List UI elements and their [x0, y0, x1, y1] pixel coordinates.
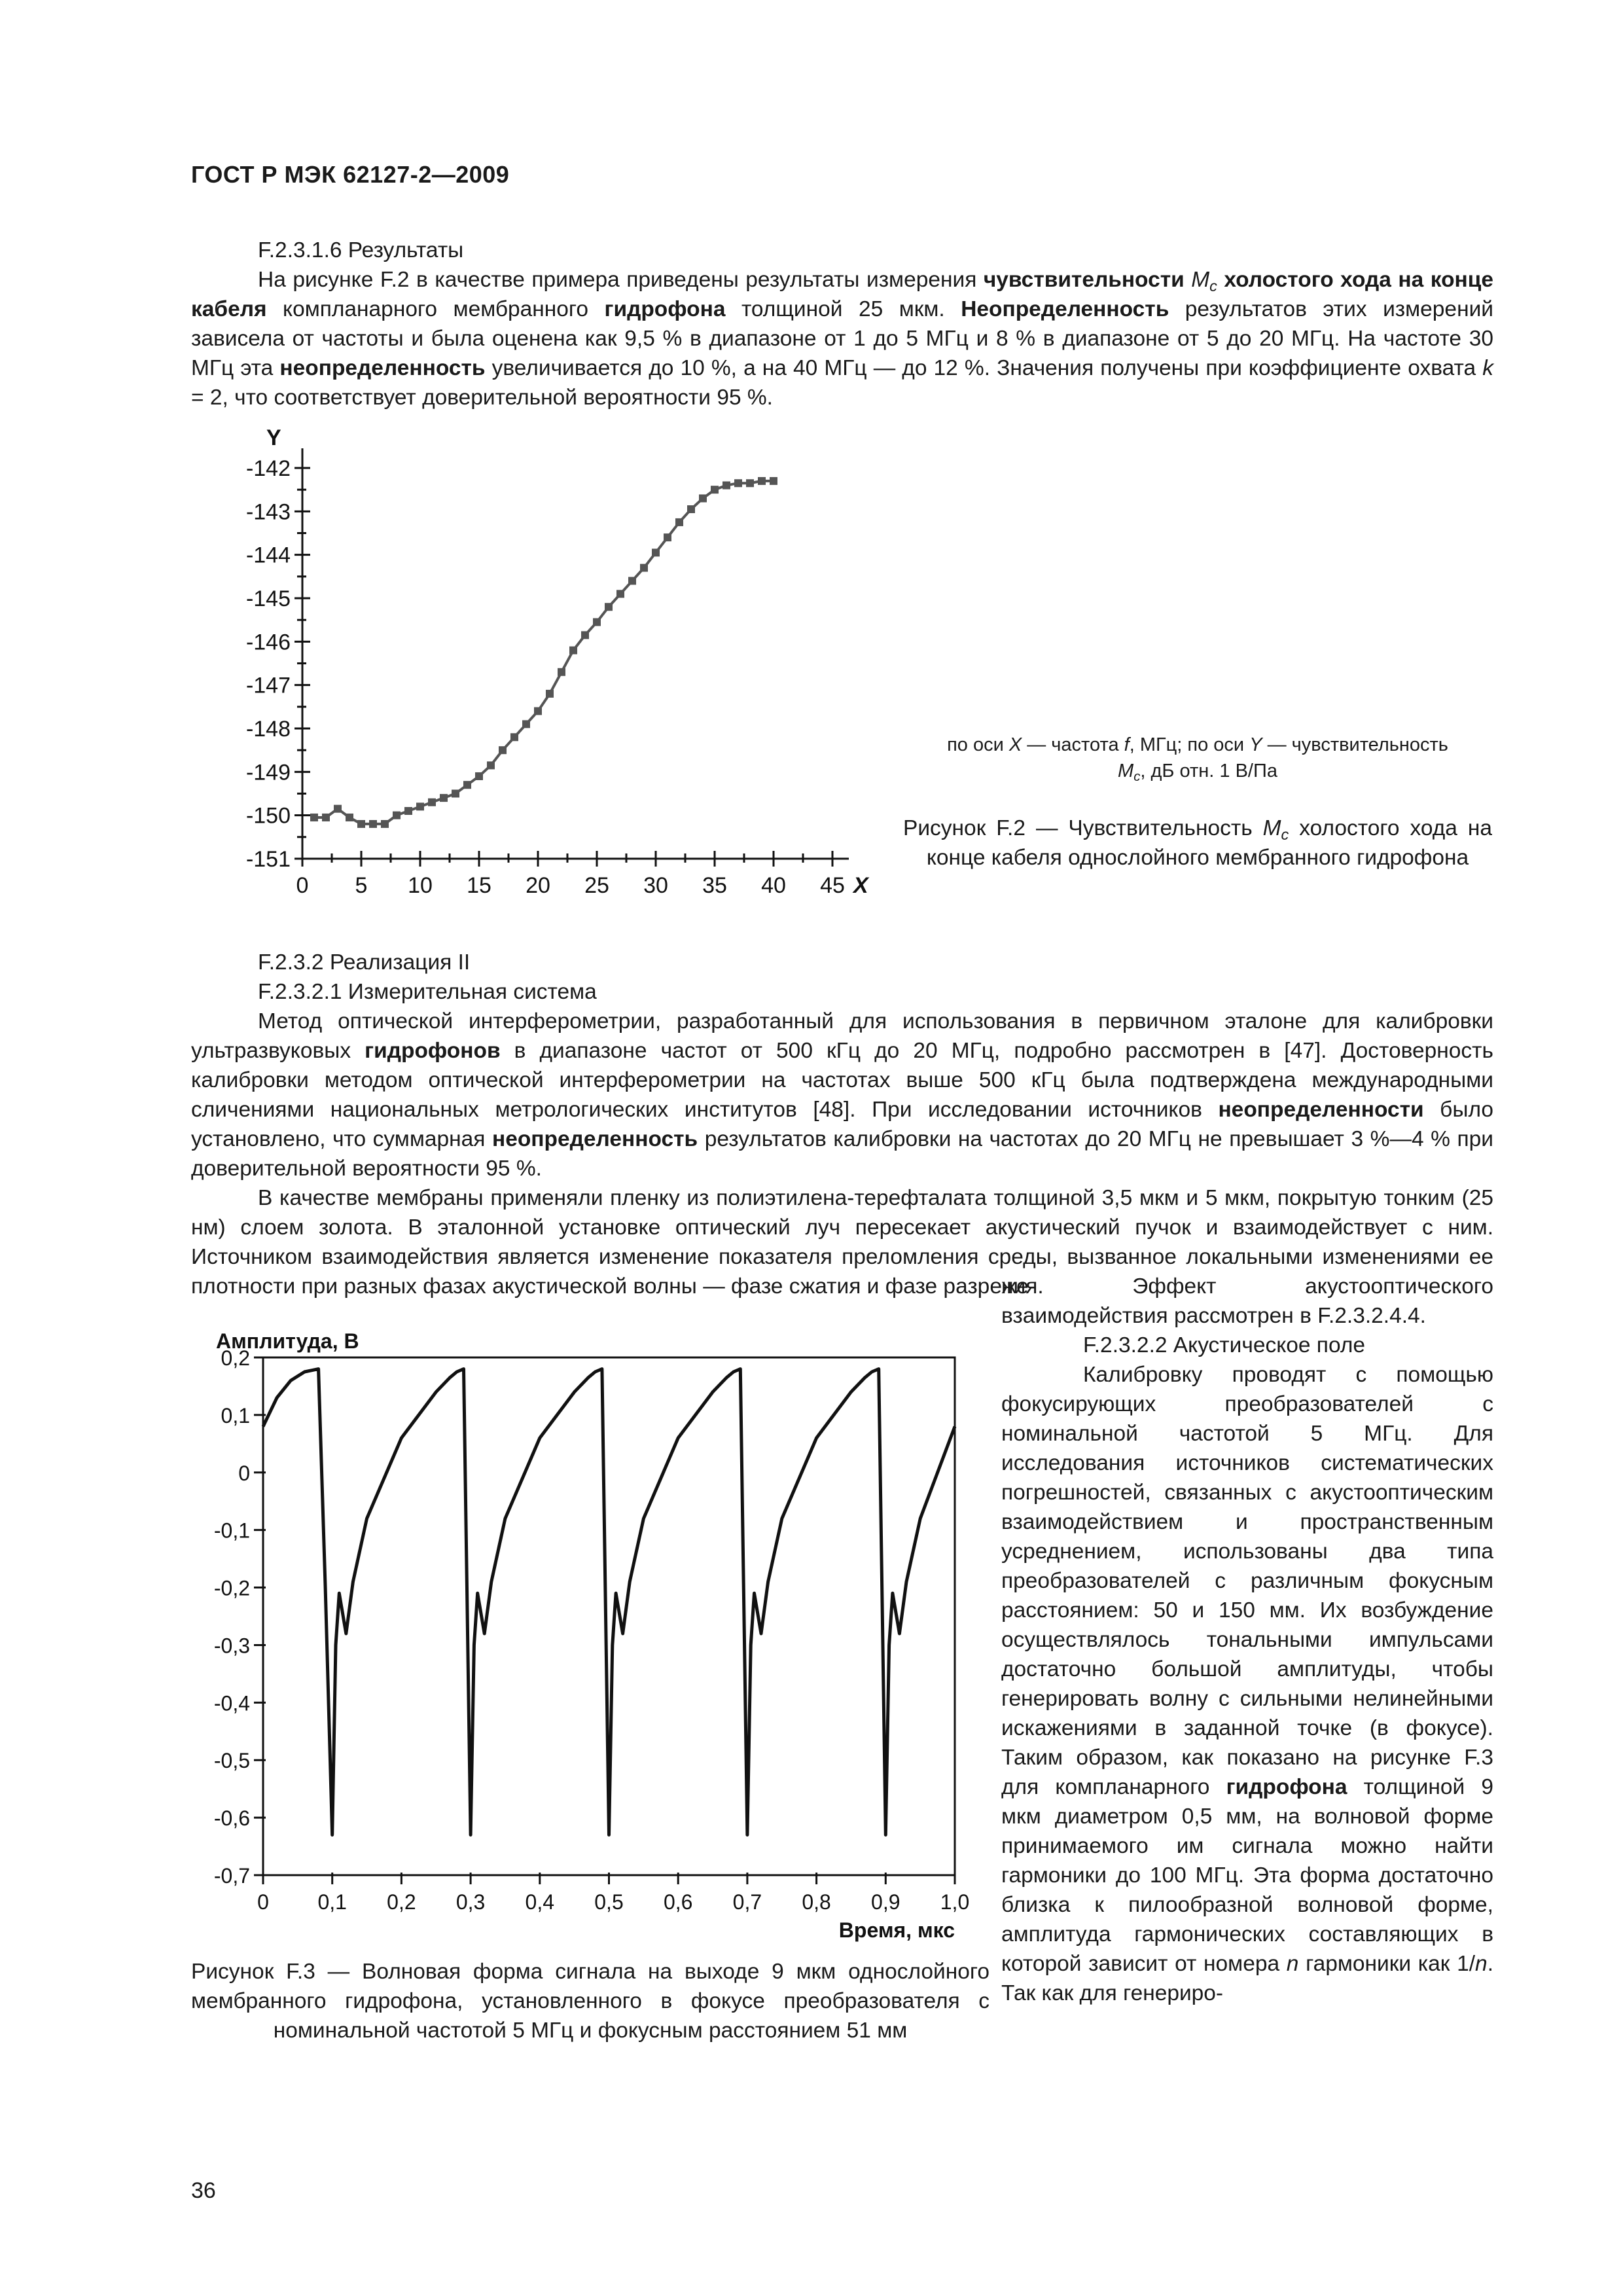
- data-point: [605, 603, 613, 611]
- waveform-chart: [191, 1309, 983, 1942]
- y-axis-label: Амплитуда, В: [216, 1329, 359, 1353]
- data-point: [558, 668, 565, 676]
- y-tick-label: -0,3: [213, 1634, 250, 1658]
- data-point: [687, 505, 695, 513]
- x-axis-label: X: [853, 873, 868, 898]
- data-point: [628, 577, 636, 584]
- y-tick-label: -0,2: [213, 1576, 250, 1600]
- data-point: [310, 814, 318, 821]
- data-point: [758, 477, 766, 485]
- x-tick-label: 0,5: [594, 1890, 624, 1914]
- data-point: [640, 564, 648, 572]
- data-point: [369, 820, 377, 828]
- x-tick-label: 5: [355, 873, 368, 898]
- sensitivity-series-line: [314, 481, 774, 824]
- y-tick-label: 0,2: [221, 1346, 250, 1370]
- data-point: [746, 479, 754, 487]
- data-point: [475, 772, 483, 780]
- sensitivity-series-points: [310, 477, 777, 828]
- sensitivity-chart: [216, 425, 897, 910]
- fig3-caption: Рисунок F.3 — Волновая форма сигнала на выходе 9 мкм однослойного мембранного гидрофона, установленного в фокусе преобразователя с номинальной частотой 5 МГц и фокусным расстоянием 51 мм: [191, 1960, 990, 2043]
- data-point: [652, 548, 660, 556]
- fig2-axis-note: по оси X — частота f, МГц; по оси Y — чувствительность $M_c$, дБ отн. 1 В/Па: [947, 734, 1448, 785]
- data-point: [699, 494, 707, 502]
- page-number: 36: [191, 2178, 216, 2203]
- data-point: [522, 720, 530, 728]
- data-point: [452, 790, 459, 798]
- measuring-system-paragraph: Метод оптической интерферометрии, разработанный для использования в первичном эталоне для калибровки ультразвуковых гидрофонов в диапазоне частот от 500 кГц до 20 МГц, подробно рассмотрен в [47]. Достоверность калибровки методом оптической интерферометрии на частотах выше 500 кГц была подтверждена международными сличениями национальных метрологических институтов [48]. При исследовании источников неопределенности было установлено, что суммарная неопределенность результатов калибровки на частотах до 20 МГц не превышает 3 %—4 % при доверительной вероятности 95 %.: [191, 1009, 1493, 1181]
- data-point: [546, 690, 554, 698]
- data-point: [734, 479, 742, 487]
- waveform-series-line: [263, 1369, 955, 1835]
- data-point: [664, 533, 671, 541]
- data-point: [569, 647, 577, 655]
- data-point: [675, 518, 683, 526]
- x-tick-label: 0,6: [663, 1890, 693, 1914]
- x-tick-label: 0,8: [802, 1890, 831, 1914]
- data-point: [404, 807, 412, 815]
- fig2-caption: Рисунок F.2 — Чувствительность $M_c$ холостого хода на конце кабеля однослойного мембранного гидрофона: [903, 816, 1493, 870]
- data-point: [346, 814, 353, 821]
- y-tick-label: -0,4: [213, 1691, 250, 1715]
- x-tick-label: 25: [584, 873, 609, 898]
- x-tick-label: 40: [761, 873, 786, 898]
- x-tick-label: 0,7: [732, 1890, 762, 1914]
- x-tick-label: 10: [408, 873, 433, 898]
- data-point: [463, 781, 471, 789]
- y-tick-label: -150: [245, 803, 291, 829]
- y-tick-label: -0,1: [213, 1518, 250, 1543]
- x-tick-label: 0,2: [387, 1890, 416, 1914]
- y-axis-label: Y: [266, 425, 281, 450]
- data-point: [416, 802, 424, 810]
- data-point: [393, 812, 401, 819]
- data-point: [534, 707, 542, 715]
- data-point: [334, 805, 342, 813]
- x-tick-label: 0,3: [455, 1890, 486, 1914]
- document-header: ГОСТ Р МЭК 62127-2—2009: [191, 161, 510, 188]
- y-tick-label: -0,7: [213, 1864, 250, 1888]
- data-point: [593, 618, 601, 626]
- acoustic-field-paragraph: Калибровку проводят с помощью фокусирующих преобразователей с номинальной частотой 5 МГц. Для исследования источников систематических погрешностей, связанных с акустооптическим взаимодействием и пространственным усреднением, использованы два типа преобразователей с различным фокусным расстоянием: 50 и 150 мм. Их возбуждение осуществлялось тональными импульсами достаточно большой амплитуды, чтобы генерировать волну с сильными нелинейными искажениями в заданной точке (в фокусе). Таким образом, как показано на рисунке F.3 для компланарного гидрофона толщиной 9 мкм диаметром 0,5 мм, на волновой форме принимаемого им сигнала можно найти гармоники до 100 МГц. Эта форма достаточно близка к пилообразной волновой форме, амплитуда гармонических составляющих в которой зависит от номера n гармоники как 1/n. Так как для генериро-: [1001, 1363, 1493, 2005]
- x-tick-label: 15: [467, 873, 491, 898]
- membrane-paragraph: В качестве мембраны применяли пленку из полиэтилена-терефталата толщиной 3,5 мкм и 5 мкм, покрытую тонким (25 нм) слоем золота. В эталонной установке оптический луч пересекает акустический пучок и взаимодействует с ним. Источником взаимодействия является изменение показателя преломления среды, вызванное локальными изменениями ее плотности при разных фазах акустической волны — фазе сжатия и фазе разреже-: [191, 1186, 1493, 1299]
- data-point: [616, 590, 624, 598]
- y-tick-label: -151: [245, 847, 291, 872]
- data-point: [381, 820, 389, 828]
- x-tick-label: 0: [257, 1890, 269, 1914]
- data-point: [428, 798, 436, 806]
- y-tick-label: -144: [245, 543, 291, 568]
- y-tick-label: 0,1: [221, 1403, 250, 1427]
- data-point: [581, 631, 589, 639]
- y-tick-label: -143: [245, 499, 291, 525]
- y-tick-label: -148: [245, 717, 291, 742]
- y-tick-label: -147: [245, 673, 291, 698]
- x-axis-label: Время, мкс: [838, 1918, 955, 1942]
- y-tick-label: -145: [245, 586, 291, 611]
- x-tick-label: 0: [296, 873, 309, 898]
- section-heading-impl: F.2.3.2 Реализация II: [258, 950, 471, 975]
- x-tick-label: 35: [702, 873, 727, 898]
- section-heading-results: F.2.3.1.6 Результаты: [258, 238, 464, 262]
- results-paragraph: На рисунке F.2 в качестве примера приведены результаты измерения чувствительности $M_c$ холостого хода на конце кабеля компланарного мембранного гидрофона толщиной 25 мкм. Неопределенность результатов этих измерений зависела от частоты и была оценена как 9,5 % в диапазоне от 1 до 5 МГц и 8 % в диапазоне от 5 до 20 МГц. На частоте 30 МГц эта неопределенность увеличивается до 10 %, а на 40 МГц — до 12 %. Значения получены при коэффициенте охвата k = 2, что соответствует доверительной вероятности 95 %.: [191, 268, 1493, 410]
- data-point: [722, 482, 730, 490]
- section-heading-measuring-system: F.2.3.2.1 Измерительная система: [258, 980, 597, 1004]
- y-tick-label: 0: [238, 1461, 250, 1485]
- data-point: [770, 477, 777, 485]
- y-tick-label: -146: [245, 630, 291, 655]
- data-point: [499, 746, 507, 754]
- data-point: [487, 761, 495, 769]
- sensitivity-chart-ticks: [246, 456, 845, 898]
- y-tick-label: -149: [245, 760, 291, 785]
- x-tick-label: 45: [820, 873, 845, 898]
- y-tick-label: -142: [245, 456, 291, 481]
- section-heading-acoustic-field: F.2.3.2.2 Акустическое поле: [1083, 1333, 1366, 1357]
- data-point: [510, 733, 518, 741]
- y-tick-label: -0,6: [213, 1806, 250, 1831]
- data-point: [440, 794, 448, 802]
- data-point: [711, 486, 719, 493]
- x-tick-label: 0,9: [871, 1890, 901, 1914]
- x-tick-label: 0,4: [525, 1890, 555, 1914]
- y-tick-label: -0,5: [213, 1749, 250, 1773]
- x-tick-label: 30: [643, 873, 668, 898]
- membrane-paragraph-continued: ния. Эффект акустооптического взаимодействия рассмотрен в F.2.3.2.4.4.: [1001, 1274, 1493, 1328]
- data-point: [322, 814, 330, 821]
- x-tick-label: 0,1: [317, 1890, 347, 1914]
- x-tick-label: 1,0: [940, 1890, 970, 1914]
- x-tick-label: 20: [526, 873, 550, 898]
- data-point: [357, 820, 365, 828]
